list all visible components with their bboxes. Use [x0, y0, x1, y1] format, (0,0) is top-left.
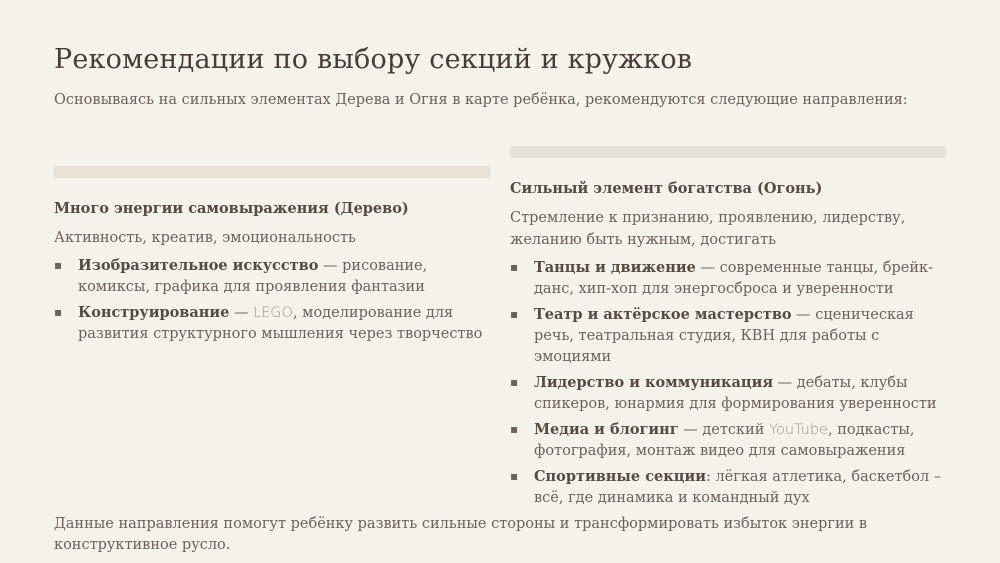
brand-name: LEGO — [253, 305, 293, 321]
item-separator: — — [318, 258, 343, 274]
item-text: , подкасты, фотография, монтаж видео для самовыражения — [534, 422, 915, 459]
bullet-icon: ▪ — [510, 375, 519, 389]
left-column-bar — [54, 166, 490, 178]
left-description: Активность, креатив, эмоциональность — [54, 230, 356, 246]
right-heading: Сильный элемент богатства (Огонь) — [510, 180, 823, 197]
item-separator: — — [229, 305, 254, 321]
list-item — [510, 257, 950, 300]
bullet-icon: ▪ — [54, 258, 63, 272]
list-item — [510, 372, 950, 415]
bullet-icon: ▪ — [510, 469, 519, 483]
page-title: Рекомендации по выбору секций и кружков — [54, 44, 693, 75]
item-title: Спортивные секции — [534, 468, 706, 485]
bullet-icon: ▪ — [510, 307, 519, 321]
left-heading: Много энергии самовыражения (Дерево) — [54, 200, 409, 217]
item-text: лёгкая атлетика, баскетбол – всё, где динамика и командный дух — [534, 469, 942, 506]
right-column — [510, 180, 950, 513]
item-title: Конструирование — [78, 304, 230, 321]
footer-text: Данные направления помогут ребёнку развить сильные стороны и трансформировать избыток энергии в конструктивное русло. — [54, 516, 868, 553]
item-text: сценическая речь, театральная студия, КВН для работы с эмоциями — [534, 307, 914, 365]
right-column-bar — [510, 146, 946, 158]
list-item — [54, 255, 490, 298]
list-item — [54, 302, 490, 345]
item-title: Медиа и блогинг — [534, 421, 679, 438]
item-text: , моделирование для развития структурного мышления через творчество — [78, 305, 483, 342]
brand-name: YouTube — [769, 422, 828, 438]
item-text: дебаты, клубы спикеров, юнармия для формирования уверенности — [534, 375, 937, 412]
left-list — [54, 255, 490, 345]
item-title: Изобразительное искусство — [78, 257, 319, 274]
item-title: Лидерство и коммуникация — [534, 374, 774, 391]
left-column — [54, 200, 490, 349]
item-text: рисование, комиксы, графика для проявления фантазии — [78, 258, 428, 295]
list-item — [510, 419, 950, 462]
item-title: Театр и актёрское мастерство — [534, 306, 792, 323]
page-subtitle: Основываясь на сильных элементах Дерева и Огня в карте ребёнка, рекомендуются следующие направления: — [54, 92, 908, 108]
item-separator: — — [773, 375, 797, 391]
bullet-icon: ▪ — [510, 422, 519, 436]
item-separator: : — [705, 469, 716, 485]
right-list — [510, 257, 950, 509]
item-title: Танцы и движение — [534, 259, 696, 276]
list-item — [510, 466, 950, 509]
list-item — [510, 304, 950, 368]
item-separator: — детский — [678, 422, 770, 438]
item-separator: — — [695, 260, 720, 276]
bullet-icon: ▪ — [54, 305, 63, 319]
right-description: Стремление к признанию, проявлению, лидерству, желанию быть нужным, достигать — [510, 210, 906, 248]
bullet-icon: ▪ — [510, 260, 519, 274]
item-separator: — — [791, 307, 816, 323]
item-text: современные танцы, брейк-данс, хип-хоп для энергосброса и уверенности — [534, 260, 934, 297]
